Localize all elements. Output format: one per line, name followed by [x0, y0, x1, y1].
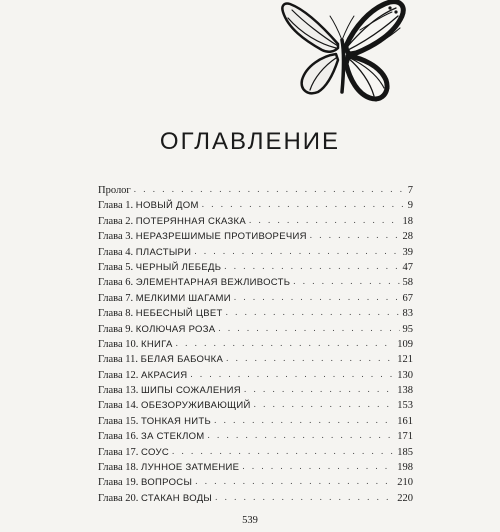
chapter-name: ЛУННОЕ ЗАТМЕНИЕ — [141, 462, 240, 474]
toc-entry-page: 7 — [407, 185, 413, 196]
toc-entry-page: 18 — [402, 215, 413, 227]
toc-entry-chapter[interactable] — [98, 214, 413, 229]
chapter-number: 18. — [125, 462, 139, 474]
toc-entry-page: 198 — [397, 462, 413, 474]
toc-entry-page: 83 — [402, 308, 413, 320]
chapter-number: 1. — [125, 200, 134, 212]
toc-entry-chapter[interactable] — [98, 198, 413, 213]
toc-entry-chapter[interactable] — [98, 291, 413, 306]
dot-leader — [226, 351, 394, 366]
chapter-name: ШИПЫ СОЖАЛЕНИЯ — [141, 385, 241, 397]
dot-leader — [224, 259, 399, 274]
toc-entry-chapter[interactable] — [98, 398, 413, 413]
chapter-word: Глава — [98, 462, 123, 474]
toc-entry-label — [98, 368, 187, 383]
chapter-number: 17. — [125, 446, 139, 458]
chapter-number: 20. — [125, 492, 139, 504]
toc-entry-label — [98, 491, 212, 506]
chapter-word: Глава — [98, 231, 123, 243]
chapter-number: 16. — [125, 431, 139, 443]
chapter-word: Глава — [98, 338, 123, 350]
toc-entry-label — [98, 352, 223, 367]
toc-entry-chapter[interactable] — [98, 429, 413, 444]
toc-entry-label: Пролог — [98, 185, 131, 196]
toc-entry-chapter[interactable] — [98, 337, 413, 352]
toc-entry-label — [98, 291, 231, 306]
toc-entry-label — [98, 445, 169, 460]
toc-entry-chapter[interactable] — [98, 414, 413, 429]
toc-entry-chapter[interactable] — [98, 460, 413, 475]
chapter-name: ЧЕРНЫЙ ЛЕБЕДЬ — [135, 261, 222, 273]
toc-entry-page: 28 — [402, 231, 413, 243]
dot-leader — [215, 490, 394, 505]
chapter-word: Глава — [98, 215, 123, 227]
toc-entry-chapter[interactable] — [98, 229, 413, 244]
chapter-name: НОВЫЙ ДОМ — [135, 200, 199, 212]
chapter-name: КНИГА — [141, 338, 173, 350]
dot-leader — [226, 305, 400, 320]
chapter-number: 13. — [125, 385, 139, 397]
table-of-contents — [98, 183, 413, 506]
toc-entry-chapter[interactable] — [98, 322, 413, 337]
toc-entry-chapter[interactable] — [98, 260, 413, 275]
chapter-word: Глава — [98, 385, 123, 397]
toc-entry-page: 47 — [402, 261, 413, 273]
butterfly-illustration-icon — [278, 0, 410, 108]
toc-entry-label — [98, 275, 290, 290]
dot-leader — [218, 321, 399, 336]
toc-entry-page: 109 — [397, 338, 413, 350]
toc-entry-label — [98, 414, 211, 429]
dot-leader — [310, 228, 400, 243]
chapter-name: КОЛЮЧАЯ РОЗА — [135, 323, 216, 335]
chapter-name: НЕБЕСНЫЙ ЦВЕТ — [135, 308, 223, 320]
toc-entry-label — [98, 429, 205, 444]
toc-entry-page: 9 — [407, 200, 413, 212]
toc-entry-prologue[interactable] — [98, 183, 413, 198]
toc-entry-chapter[interactable] — [98, 491, 413, 506]
dot-leader — [195, 474, 394, 489]
toc-entry-page: 210 — [397, 477, 413, 489]
toc-entry-page: 161 — [397, 415, 413, 427]
toc-entry-page: 58 — [402, 277, 413, 289]
chapter-name: ОБЕЗОРУЖИВАЮЩИЙ — [141, 400, 251, 412]
chapter-word: Глава — [98, 323, 123, 335]
dot-leader — [190, 367, 394, 382]
chapter-word: Глава — [98, 246, 123, 258]
page-title: ОГЛАВЛЕНИЕ — [159, 128, 341, 155]
chapter-word: Глава — [98, 492, 123, 504]
chapter-number: 15. — [125, 415, 139, 427]
toc-entry-chapter[interactable] — [98, 445, 413, 460]
chapter-number: 19. — [125, 477, 139, 489]
chapter-word: Глава — [98, 400, 123, 412]
toc-entry-chapter[interactable] — [98, 352, 413, 367]
chapter-number: 9. — [125, 323, 134, 335]
toc-entry-label — [98, 229, 307, 244]
chapter-number: 2. — [125, 215, 134, 227]
chapter-name: ЭЛЕМЕНТАРНАЯ ВЕЖЛИВОСТЬ — [135, 277, 291, 289]
chapter-word: Глава — [98, 292, 123, 304]
chapter-name: СТАКАН ВОДЫ — [141, 492, 213, 504]
dot-leader — [254, 397, 395, 412]
chapter-word: Глава — [98, 431, 123, 443]
toc-entry-chapter[interactable] — [98, 368, 413, 383]
chapter-number: 3. — [125, 231, 134, 243]
chapter-name: ЗА СТЕКЛОМ — [141, 431, 205, 443]
chapter-number: 4. — [125, 246, 134, 258]
toc-entry-chapter[interactable] — [98, 245, 413, 260]
chapter-name: СОУС — [141, 446, 169, 458]
toc-entry-chapter[interactable] — [98, 383, 413, 398]
chapter-number: 14. — [125, 400, 139, 412]
chapter-number: 6. — [125, 277, 134, 289]
chapter-name: ПЛАСТЫРИ — [135, 246, 192, 258]
dot-leader — [293, 274, 399, 289]
chapter-name: ТОНКАЯ НИТЬ — [141, 415, 212, 427]
toc-entry-page: 220 — [397, 492, 413, 504]
toc-entry-page: 185 — [397, 446, 413, 458]
chapter-word: Глава — [98, 308, 123, 320]
toc-entry-page: 138 — [397, 385, 413, 397]
chapter-word: Глава — [98, 477, 123, 489]
chapter-name: НЕРАЗРЕШИМЫЕ ПРОТИВОРЕЧИЯ — [135, 231, 307, 243]
dot-leader — [172, 444, 394, 459]
chapter-number: 10. — [125, 338, 139, 350]
chapter-name: АКРАСИЯ — [141, 369, 188, 381]
toc-entry-page: 121 — [397, 354, 413, 366]
page-number: 539 — [242, 515, 258, 526]
toc-entry-label — [98, 475, 192, 490]
chapter-name: ПОТЕРЯННАЯ СКАЗКА — [135, 215, 247, 227]
toc-entry-chapter[interactable] — [98, 275, 413, 290]
toc-entry-page: 95 — [402, 323, 413, 335]
toc-entry-label — [98, 260, 221, 275]
toc-entry-label — [98, 306, 223, 321]
dot-leader — [176, 336, 395, 351]
toc-entry-page: 153 — [397, 400, 413, 412]
toc-entry-page: 67 — [402, 292, 413, 304]
chapter-name: БЕЛАЯ БАБОЧКА — [140, 354, 224, 366]
chapter-number: 5. — [125, 261, 134, 273]
dot-leader — [214, 413, 394, 428]
toc-entry-label — [98, 245, 191, 260]
chapter-word: Глава — [98, 277, 123, 289]
dot-leader — [134, 182, 405, 197]
chapter-word: Глава — [98, 354, 123, 366]
chapter-number: 11. — [125, 354, 139, 366]
chapter-number: 7. — [125, 292, 134, 304]
chapter-name: МЕЛКИМИ ШАГАМИ — [135, 292, 231, 304]
toc-entry-label — [98, 383, 241, 398]
toc-entry-label — [98, 398, 251, 413]
toc-entry-label — [98, 460, 239, 475]
chapter-word: Глава — [98, 261, 123, 273]
toc-entry-page: 39 — [402, 246, 413, 258]
dot-leader — [194, 244, 399, 259]
chapter-word: Глава — [98, 415, 123, 427]
toc-entry-label — [98, 214, 246, 229]
toc-entry-page: 130 — [397, 369, 413, 381]
chapter-word: Глава — [98, 200, 123, 212]
toc-entry-chapter[interactable] — [98, 306, 413, 321]
dot-leader — [249, 213, 399, 228]
chapter-word: Глава — [98, 369, 123, 381]
toc-entry-label — [98, 337, 173, 352]
toc-entry-label — [98, 198, 199, 213]
dot-leader — [234, 290, 400, 305]
dot-leader — [208, 428, 395, 443]
dot-leader — [242, 459, 394, 474]
chapter-name: ВОПРОСЫ — [141, 477, 193, 489]
toc-entry-label — [98, 322, 215, 337]
chapter-number: 12. — [125, 369, 139, 381]
toc-entry-page: 171 — [397, 431, 413, 443]
dot-leader — [202, 197, 405, 212]
toc-entry-chapter[interactable] — [98, 475, 413, 490]
dot-leader — [244, 382, 394, 397]
chapter-word: Глава — [98, 446, 123, 458]
chapter-number: 8. — [125, 308, 134, 320]
